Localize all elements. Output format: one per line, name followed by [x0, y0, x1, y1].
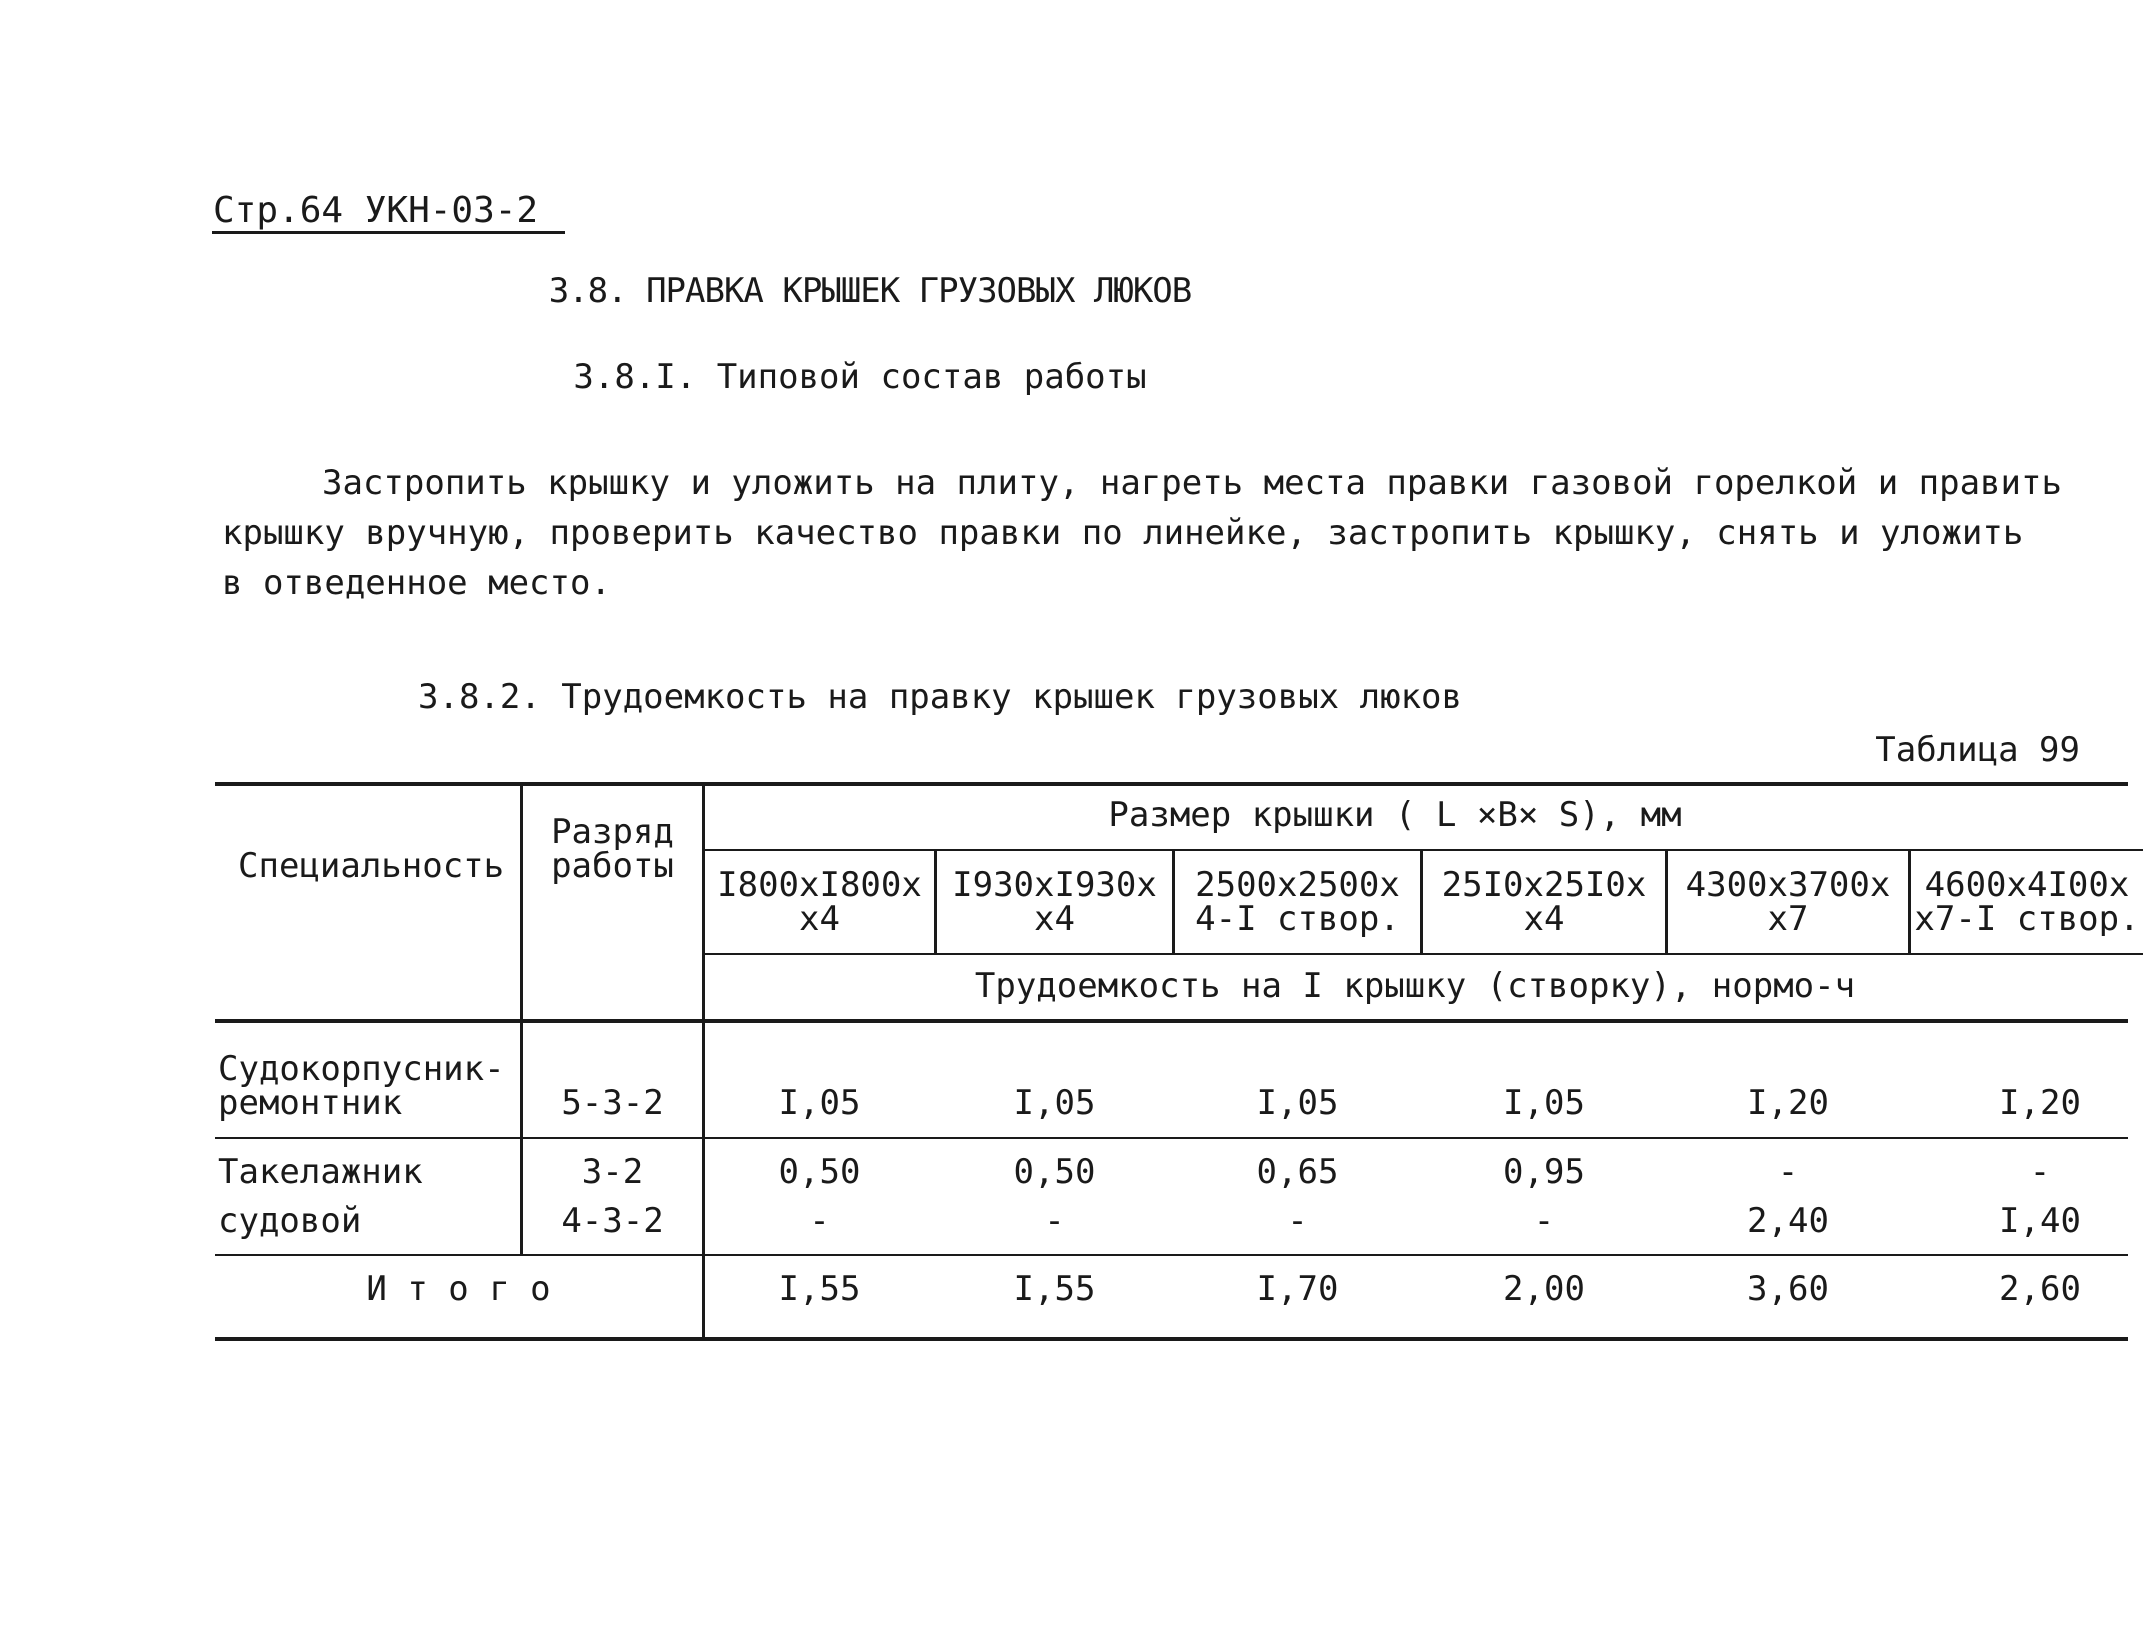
header-bottom-rule — [215, 1019, 2128, 1023]
header-specialty: Специальность — [238, 846, 505, 886]
size-col-2-line-2: x4 — [1034, 899, 1075, 939]
size-col-1-line-1: I800xI800x — [717, 865, 922, 905]
row2b-value-2: - — [1044, 1201, 1065, 1241]
size-col-4 — [1423, 865, 1665, 939]
paragraph-line-3: в отведенное место. — [222, 563, 611, 603]
row2b-value-4: - — [1533, 1201, 1555, 1241]
size-col-3-line-2: 4-I створ. — [1195, 899, 1400, 939]
subsection-title: 3.8.I. Типовой состав работы — [573, 357, 1147, 397]
row2b-value-5: 2,40 — [1747, 1201, 1829, 1241]
size-col-2-line-1: I930xI930x — [952, 865, 1157, 905]
total-value-1: I,55 — [778, 1269, 861, 1309]
size-col-6-line-1: 4600x4I00x — [1924, 868, 2130, 905]
row1-value-1: I,05 — [778, 1083, 861, 1123]
row1-specialty — [218, 1049, 505, 1123]
size-col-1-line-2: x4 — [799, 899, 840, 939]
table-top-rule — [215, 782, 2128, 786]
size-col-4-line-2: x4 — [1523, 899, 1565, 939]
work-description — [222, 458, 2062, 608]
table-number: Таблица 99 — [1875, 730, 2080, 770]
total-value-4: 2,00 — [1503, 1269, 1585, 1309]
size-col-5-line-1: 4300x3700x — [1685, 865, 1891, 905]
total-value-6: 2,60 — [1999, 1269, 2081, 1309]
row1-value-6: I,20 — [1999, 1083, 2081, 1123]
row1-value-4: I,05 — [1503, 1083, 1585, 1123]
row2a-value-1: 0,50 — [778, 1152, 861, 1192]
row2a-value-4: 0,95 — [1503, 1152, 1585, 1192]
header-underline — [212, 231, 565, 234]
values-col-divider — [702, 782, 705, 1337]
size-col-5-line-2: x7 — [1767, 899, 1809, 939]
table-caption: 3.8.2. Трудоемкость на правку крышек грузовых люков — [418, 677, 1462, 717]
row2-grade-b: 4-3-2 — [561, 1201, 664, 1241]
total-label: И т о г о — [366, 1269, 551, 1309]
header-grade-line-2: работы — [551, 846, 674, 886]
row2-grade-a: 3-2 — [581, 1152, 644, 1192]
row2-specialty-line-2: судовой — [218, 1201, 362, 1241]
total-value-2: I,55 — [1013, 1269, 1096, 1309]
total-value-3: I,70 — [1256, 1269, 1339, 1309]
row1-value-5: I,20 — [1747, 1083, 1829, 1123]
row1-grade: 5-3-2 — [561, 1083, 664, 1123]
page-header: Стр.64 УКН-03-2 — [213, 190, 539, 231]
row2b-value-1: - — [809, 1201, 830, 1241]
labor-header: Трудоемкость на I крышку (створку), нормо-ч — [974, 966, 1856, 1006]
row2-specialty-line-1: Такелажник — [218, 1152, 423, 1192]
total-value-5: 3,60 — [1747, 1269, 1829, 1309]
row2b-value-3: - — [1287, 1201, 1308, 1241]
size-col-3-line-1: 2500x2500x — [1195, 865, 1400, 905]
header-size: Размер крышки ( L ×B× S), мм — [1108, 795, 1682, 835]
row1-specialty-line-2: ремонтник — [218, 1083, 403, 1123]
row1-specialty-line-1: Судокорпусник- — [218, 1049, 505, 1089]
size-cells-rule — [705, 953, 2143, 955]
row1-value-3: I,05 — [1256, 1083, 1339, 1123]
row2a-value-6: - — [2029, 1152, 2051, 1192]
paragraph-line-1: Застропить крышку и уложить на плиту, нагреть места правки газовой горелкой и править — [322, 463, 2062, 503]
size-col-5 — [1668, 865, 1908, 939]
section-title: 3.8. ПРАВКА КРЫШЕК ГРУЗОВЫХ ЛЮКОВ — [548, 271, 1192, 311]
row2-bottom-rule — [215, 1254, 2128, 1256]
size-col-3 — [1175, 865, 1420, 939]
row1-value-2: I,05 — [1013, 1083, 1096, 1123]
size-header-rule — [705, 849, 2143, 851]
row2a-value-2: 0,50 — [1013, 1152, 1096, 1192]
row2a-value-5: - — [1777, 1152, 1799, 1192]
size-col-6-line-2: x7-I створ. — [1914, 899, 2140, 936]
table-bottom-rule — [215, 1337, 2128, 1341]
size-col-1 — [705, 865, 934, 939]
row1-bottom-rule — [215, 1137, 2128, 1139]
row2a-value-3: 0,65 — [1256, 1152, 1339, 1192]
size-col-6 — [1911, 868, 2143, 936]
size-col-4-line-1: 25I0x25I0x — [1441, 865, 1647, 905]
paragraph-line-2: крышку вручную, проверить качество правки по линейке, застропить крышку, снять и уложить — [222, 513, 2024, 553]
row2b-value-6: I,40 — [1999, 1201, 2081, 1241]
size-col-2 — [937, 865, 1172, 939]
header-grade-line-1: Разряд — [551, 812, 674, 852]
header-grade — [523, 812, 702, 886]
